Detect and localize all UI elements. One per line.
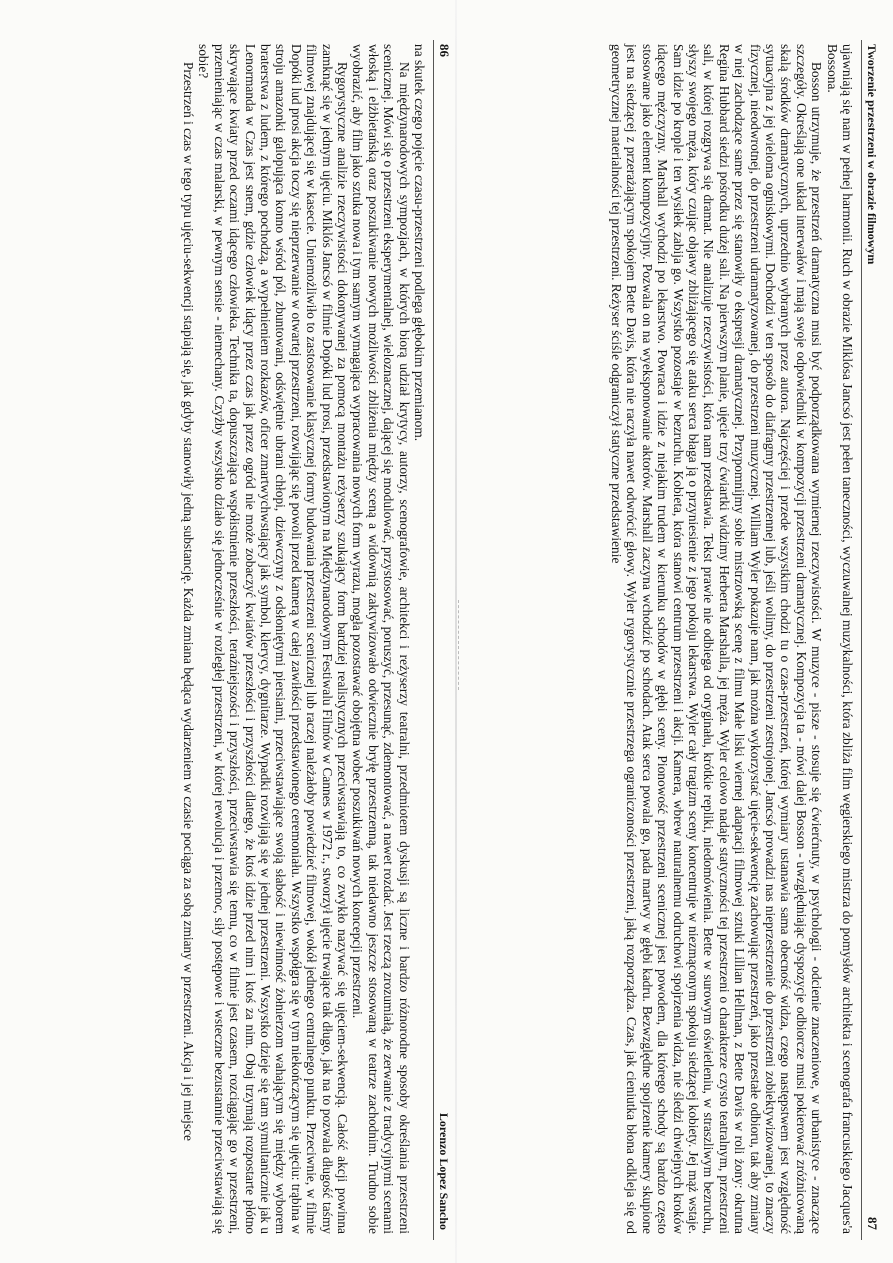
left-page-number: 86 xyxy=(437,44,452,57)
right-running-head xyxy=(861,40,880,1240)
right-body-text xyxy=(609,40,862,1240)
paragraph: Rygorystyczne analizie rzeczywistości dokonywanej za pomocą montażu reżyserzy szukający form bardziej realistycznych przeciwstawiają to, co zwykło nazywać się ujęciem-sekwencją. Całość akcji powinna zamknąć się w jednym ujęciu. Miklós Jancsó w filmie Dopóki lud prosi, przedstawionym na Międzynarodowym Festiwalu Filmów w Cannes w 1972 r., stworzył ujęcie trwające tak długo, jak na to pozwala długość taśmy filmowej znajdującej się w kasecie. Uniemożliwiło to zastosowanie klasycznej formy budowania przestrzeni scenicznej lub raczej należałoby powiedzieć filmowej, wokół jednego centralnego punktu. Przeciwnie, w filmie Dopóki lud prosi akcja toczy się nieprzerwanie w otwartej przestrzeni, rozwijając się powoli przed kamerą w całej zawiłości przedstawionego ceremoniału. Wszystko współgra się w tym niekończącym się ujęciu: trąbina w stroju amazonki galopująca konno wśród pól, zbuntowani, odświętnie ubrani chłopi, dziewczyny z odsłoniętymi piersiami, przeciwstawiające swoją słabość i niewinność żołnierzom wahającym się między wyborem braterstwa z ludem, z którego pochodzą, a wypełnieniem rozkazów, oficer zmartwychwstający jak symbol, klerycy, dygnitarze. Wypadki rozwijają się w jednej przestrzeni. Wszystko dzieje się tam symultanicznie jak u Lenormanda w Czas jest snem, gdzie człowiek idący przez czas jak przez ogród nie może zobaczyć kwiatów przeszłości i przyszłości dlatego, że ktoś idzie przed nim i ktoś za nim. Obaj trzymają rozpostarte płótno skrywające kwiaty przed oczami idącego człowieka. Technika ta, dopuszczająca współistnienie przeszłości, teraźniejszości i przyszłości, przeciwstawia się temu, co w filmie jest czasem, rozciągając go w przestrzeni, przemieniając w czas malarski, w pewnym sensie - niemechany. Czyżby wszystko działo się jednocześnie w rozległej przestrzeni, w której rewolucja i przemoc, siły postępowe i wsteczne bezustannie przeciwstawiają się sobie? xyxy=(196,44,350,1234)
paragraph: Przestrzeń i czas w tego typu ujęciu-sekwencji stapiają się, jak gdyby stanowiły jedną substancję. Każda zmiana będąca wydarzeniem w czasie pociąga za sobą zmiany w przestrzeni. Akcja i jej miejsce xyxy=(180,62,196,1142)
left-body-text xyxy=(181,40,434,1240)
right-chapter-header: Tworzenie przestrzeni w obrazie filmowym xyxy=(865,44,879,265)
paragraph: na skutek czego pojęcie czasu-przestrzeni podlega głębokim przemianom. xyxy=(412,44,427,442)
right-page xyxy=(450,40,880,1240)
paragraph: ujawniają się nam w pełnej harmonii. Ruch w obrazie Miklósa Jancsó jest pełen taneczności, wyczuwalnej muzykalności, która zbliża film węgierskiego mistrza do pomysłów architekta i scenografa francuskiego Jacques'a Bossona. xyxy=(824,44,855,1234)
left-page xyxy=(22,40,452,1240)
paragraph: Na międzynarodowych sympozjach, w których biorą udział krytycy, autorzy, scenografowie, architekci i reżyserzy teatralni, przedmiotem dyskusji są liczne i bardzo różnorodne sposoby określania przestrzeni scenicznej. Mówi się o przestrzeni eksperymentalnej, wieloznacznej, dającej się modulować, przystosować, poruszyć, przesunąć, zdemontować, a nawet rozdać. Jest rzeczą zrozumiałą, że zerwanie z tradycyjnymi scenami włoską i elżbietańską oraz poszukiwanie nowych możliwości zbliżenia między sceną a widownią zaktywizowało odwiecznie bryłę przestrzenną, tak niedawno jeszcze stosowaną w teatrze zachodnim. Trudno sobie wyobrazić, aby film jako sztuka nowa i tym samym wymagająca wypracowania nowych form wyrazu, mogła pozostawać obojętna wobec poszukiwań nowych koncepcji przestrzeni. xyxy=(350,44,412,1234)
left-author-header: Lorenzo Lopez Sancho xyxy=(437,1112,451,1230)
right-page-number: 87 xyxy=(865,1217,880,1230)
paragraph: Bosson utrzymuje, że przestrzeń dramatyczna musi być podporządkowana wymiernej rzeczywistości. W muzyce - pisze - stosuje się ćwierćnuty, w psychologii - odcienie znaczeniowe, w urbanistyce - znaczące szczegóły. Określają one układ interwałów i mają swoje odpowiedniki w kompozycji przestrzeni dramatycznej. Kompozycja ta - mówi dalej Bosson - uwzględniając dyspozycje odbiorcze musi pokierować zróżnicowaną skalą środków dramatycznych, uprzednio wybranych przez autora. Najczęściej i przede wszystkim chodzi tu o czas-przestrzeń, której wymiary ustanawia sama obecność widza, czego następstwem jest względność sytuacyjna z jej wieloma ogniskowymi. Dochodzi w ten sposób do diafragmy przestrzennej lub, jeśli wolimy, do przestrzeni zestrojonej. Jancsó prowadzi nas nieprzestrzenie do przestrzeni zobiektywizowanej, to znaczy fizycznej, nieodwrotnej, do przestrzeni udramatyzowanej, do przestrzeni muzycznej. William Wyler pokazuje nam, jak można wykorzystać ujęcie-sekwencję zachowując przestrzeń, jako przestałe odbioru, tak aby zmiany w niej zachodzące same przez się stanowiły o ekspresji dramatycznej. Przypomnijmy sobie mistrzowską scenę z filmu Małe liski wiernej adaptacji filmowej sztuki Lillian Hellman, z Bette Davis w roli żony: okrutna Regina Hubbard siedzi pośrodku dużej sali. Na pierwszym planie, ujęcie trzy ćwiartki widzimy Herberta Marshalla, jej męża. Wyler celowo nadaje statyczności tej przestrzeni o charakterze czysto teatralnym, przestrzeni sali, w której rozgrywa się dramat. Nie analizuje rzeczywistości, która nam przedstawia. Tekst prawie nie odbiega od oryginału, krótkie repliki, niedomówienia. Bette w surowym oświetleniu, w straszliwym bezruchu, słyszy swojego męża, który czując objawy zbliżającego się ataku serca błaga ją o przyniesienie z jego pokoju lekarstwa. Wyler cały tragizm sceny koncentruje w niezmąconym spokoju siedzącej kobiety. Jej mąż wstaje. Sam idzie po krople i ten wysiłek zabija go. Wszystko pozostaje w bezruchu. Kobieta, która stanowi centrum przestrzeni i akcji. Kamera, wbrew naturalnemu odruchowi spojrzenia widza, nie śledzi chwiejnych kroków idącego mężczyzny. Marshall wychodzi po lekarstwo. Powraca i idzie z niejakim trudem w kierunku schodów w głębi sceny. Pionowość przestrzeni scenicznej jest powodem, dla którego schody są bardzo często stosowane jako element kompozycyjny. Pozwala on na wyeksponowanie aktorów. Marshall zaczyna wchodzić po schodach. Atak serca powala go, pada martwy w głębi kadru. Bezwzględne spojrzenie kamery skupione jest na siedzącej z przerażającym spokojem Bette Davis, która nie raczyła nawet odwrócić głowy. Wyler rygorystycznie przestrzega ograniczoności przestrzeni, jaką rozporządza. Czas, jak cieniutka błona odkleja się od geometrycznej materialności tej przestrzeni. Reżyser ściśle odgraniczył statyczne przedstawienie xyxy=(608,44,825,1234)
